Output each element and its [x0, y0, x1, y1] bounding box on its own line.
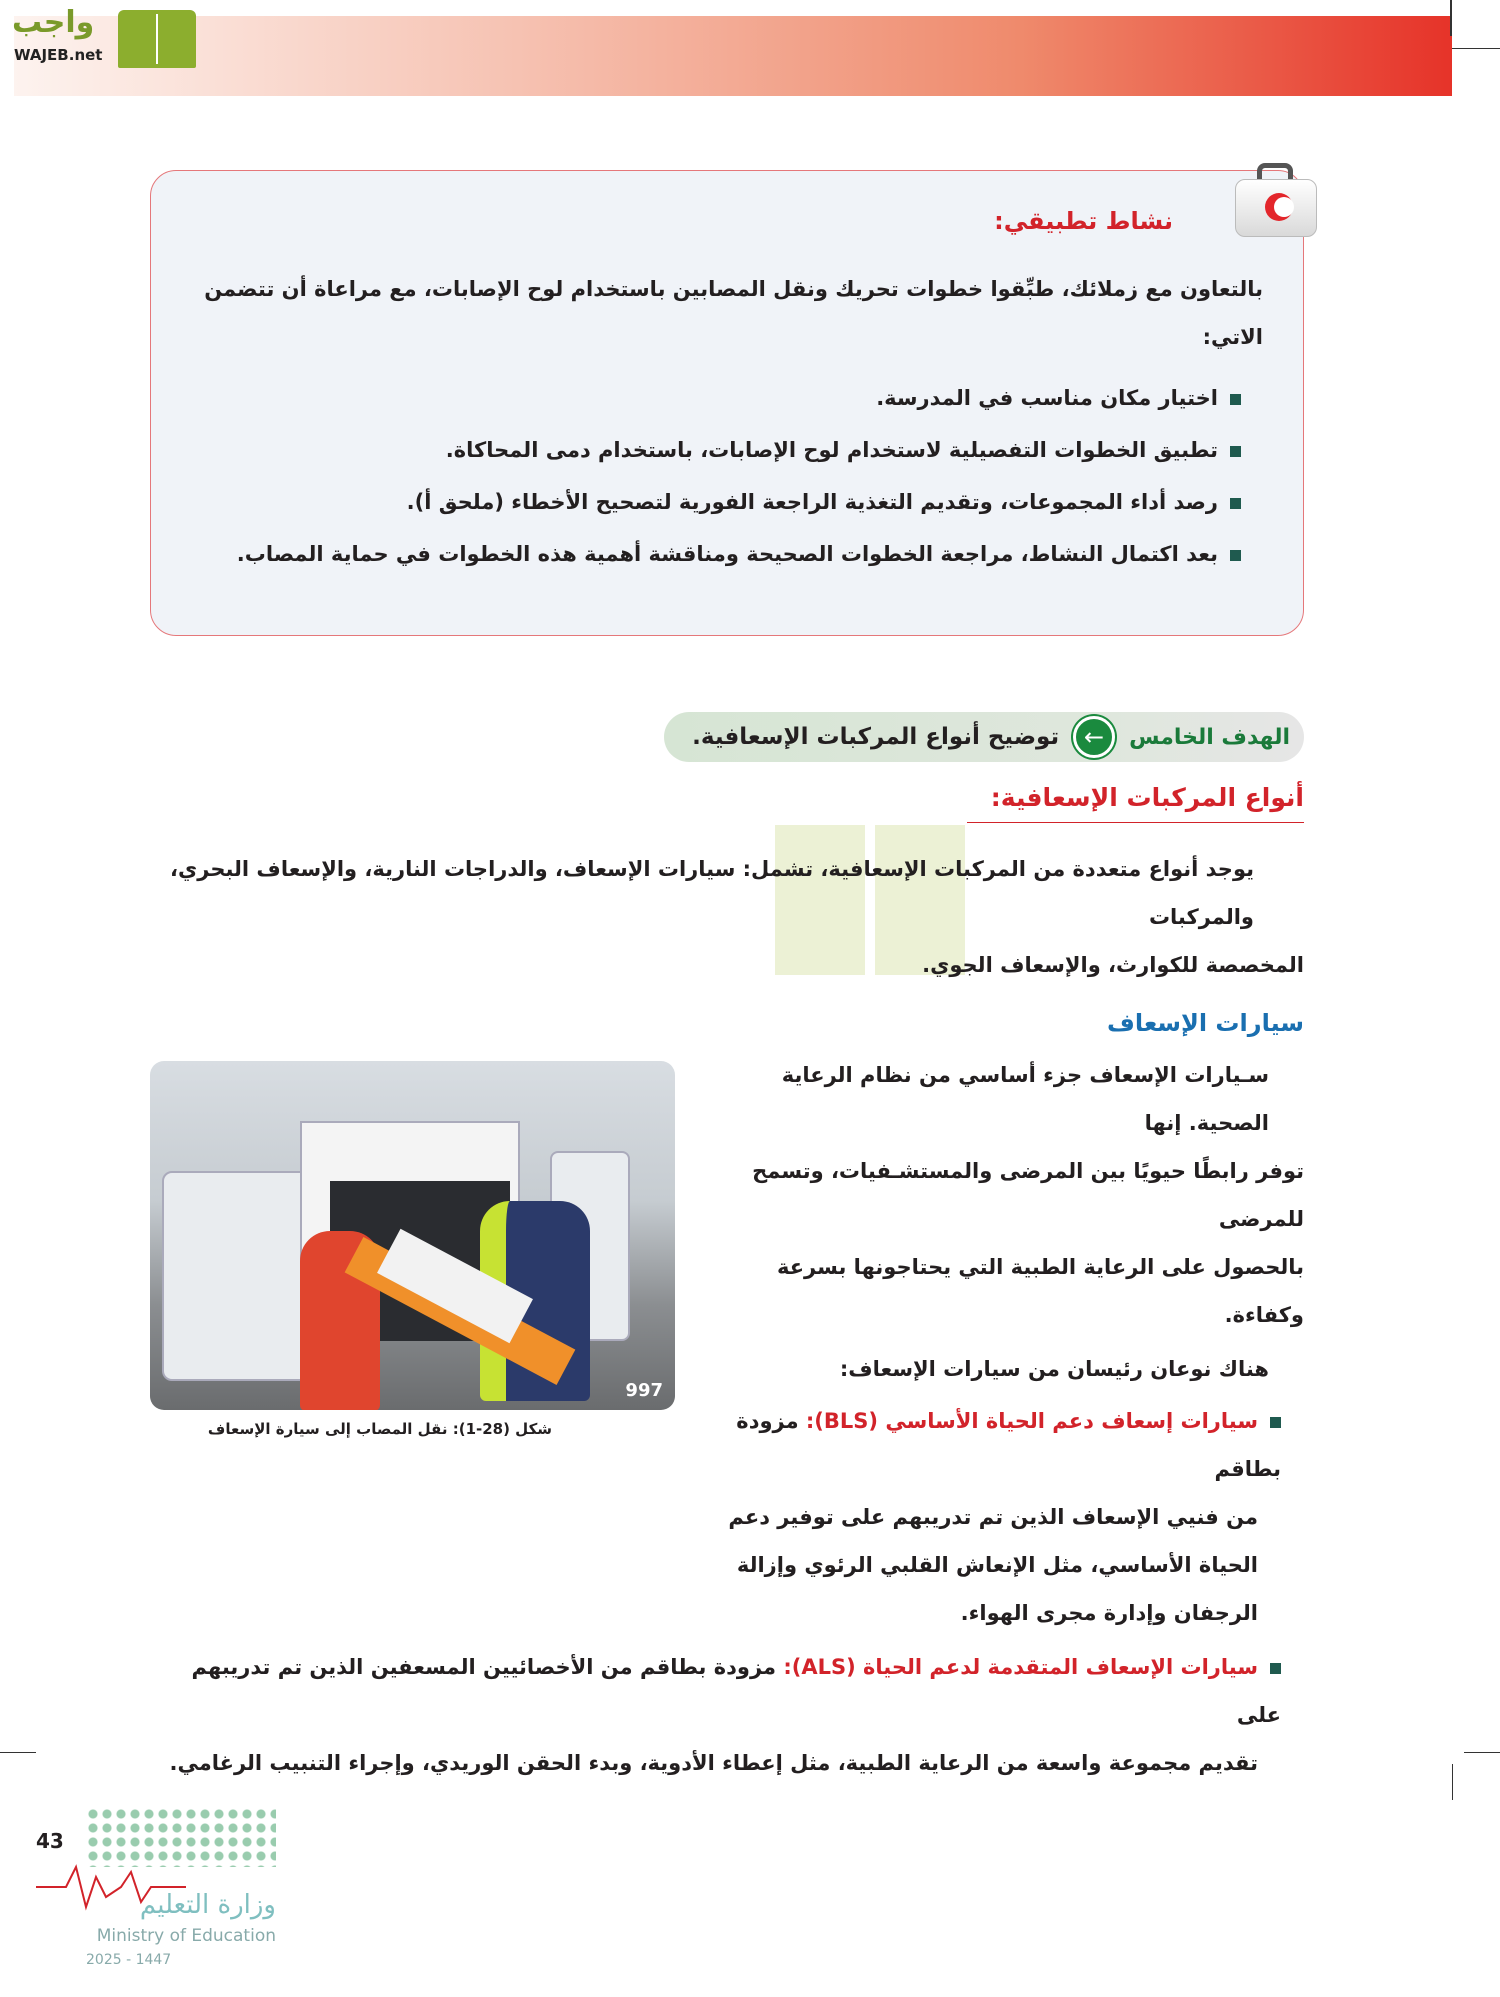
als-item	[150, 1643, 1304, 1787]
activity-item	[191, 383, 1263, 413]
intro-line: بالتعاون مع زملائك، طبِّقوا خطوات تحريك ونقل المصابين باستخدام لوح الإصابات، مع مراعاة أن تتضمن	[204, 277, 1263, 301]
arrow-left-icon: ←	[1073, 716, 1115, 758]
first-aid-kit-icon	[1235, 161, 1321, 241]
item-text: رصد أداء المجموعات، وتقديم التغذية الراجعة الفورية لتصحيح الأخطاء (ملحق أ).	[406, 490, 1218, 514]
edition-year: 2025 - 1447	[86, 1952, 172, 1968]
page-number: 43	[36, 1829, 64, 1853]
item-text: اختيار مكان مناسب في المدرسة.	[876, 386, 1218, 410]
als-line: تقديم مجموعة واسعة من الرعاية الطبية، مثل إعطاء الأدوية، وبدء الحقن الوريدي، وإجراء التنبيب الرغامي.	[169, 1751, 1258, 1775]
page-content	[36, 160, 1304, 1997]
crop-mark	[1452, 1764, 1453, 1800]
ambulance-text-column	[701, 1051, 1304, 1637]
crop-mark	[1450, 0, 1452, 36]
para-line: بالحصول على الرعاية الطبية التي يحتاجونها بسرعة وكفاءة.	[776, 1255, 1304, 1327]
crop-mark	[1452, 48, 1500, 49]
bullet-icon	[1230, 550, 1241, 561]
bls-item	[701, 1397, 1304, 1637]
sub-heading: سيارات الإسعاف	[1106, 1009, 1304, 1037]
ministry-en: Ministry of Education	[96, 1926, 276, 1946]
ambulance-photo	[150, 1061, 675, 1410]
types-intro: هناك نوعان رئيسان من سيارات الإسعاف:	[839, 1357, 1269, 1381]
ministry-ar: وزارة التعليم	[139, 1890, 276, 1920]
figure	[150, 1061, 675, 1440]
activity-item	[191, 487, 1263, 517]
wajeb-logo[interactable]	[10, 4, 190, 70]
bls-line: مزودة بطاقم	[736, 1409, 1281, 1481]
para-line: توفر رابطًا حيويًا بين المرضى والمستشـفيات، وتسمح للمرضى	[752, 1159, 1304, 1231]
logo-ar-text: واجب	[12, 5, 95, 40]
activity-intro	[191, 265, 1263, 361]
goal-label: الهدف الخامس	[1129, 724, 1290, 750]
photo-number: 997	[625, 1380, 663, 1401]
bullet-icon	[1230, 446, 1241, 457]
para-line: سـيارات الإسعاف جزء أساسي من نظام الرعاية الصحية. إنها	[781, 1063, 1269, 1135]
bullet-icon	[1270, 1417, 1281, 1428]
bls-term: سيارات إسعاف دعم الحياة الأساسي (BLS):	[805, 1409, 1258, 1433]
figure-caption: شكل (28-1): نقل المصاب إلى سيارة الإسعاف	[207, 1420, 553, 1438]
bullet-icon	[1270, 1663, 1281, 1674]
intro-line: الاتي:	[1202, 325, 1263, 349]
item-text: بعد اكتمال النشاط، مراجعة الخطوات الصحيحة ومناقشة أهمية هذه الخطوات في حماية المصاب.	[236, 542, 1218, 566]
logo-en-text: WAJEB.net	[14, 46, 103, 64]
item-text: تطبيق الخطوات التفصيلية لاستخدام لوح الإصابات، باستخدام دمى المحاكاة.	[445, 438, 1218, 462]
bullet-icon	[1230, 394, 1241, 405]
bullet-icon	[1230, 498, 1241, 509]
bls-line: الحياة الأساسي، مثل الإنعاش القلبي الرئوي وإزالة	[736, 1553, 1258, 1577]
section-heading: أنواع المركبات الإسعافية:	[967, 780, 1304, 823]
als-term: سيارات الإسعاف المتقدمة لدعم الحياة (ALS):	[783, 1655, 1258, 1679]
section-paragraph	[150, 845, 1304, 989]
bls-line: الرجفان وإدارة مجرى الهواء.	[960, 1601, 1258, 1625]
activity-box	[150, 170, 1304, 636]
als-line: مزودة بطاقم من الأخصائيين المسعفين الذين تم تدريبهم على	[191, 1655, 1281, 1727]
activity-item	[191, 435, 1263, 465]
goal-text: توضيح أنواع المركبات الإسعافية.	[692, 724, 1060, 750]
crop-mark	[1464, 1752, 1500, 1753]
ambulance-paragraph	[701, 1051, 1304, 1339]
activity-item	[191, 539, 1263, 569]
para-line: يوجد أنواع متعددة من المركبات الإسعافية، تشمل: سيارات الإسعاف، والدراجات النارية، والإسعاف البحري، والمركبات	[170, 857, 1254, 929]
crop-mark	[0, 1752, 36, 1753]
book-icon	[118, 10, 196, 68]
header-band	[14, 16, 1452, 96]
ministry-logo	[36, 1807, 336, 1997]
activity-title: نشاط تطبيقي:	[994, 207, 1173, 235]
goal-banner	[664, 712, 1304, 762]
bls-line: من فنيي الإسعاف الذين تم تدريبهم على توفير دعم	[728, 1505, 1258, 1529]
para-line: المخصصة للكوارث، والإسعاف الجوي.	[922, 953, 1304, 977]
